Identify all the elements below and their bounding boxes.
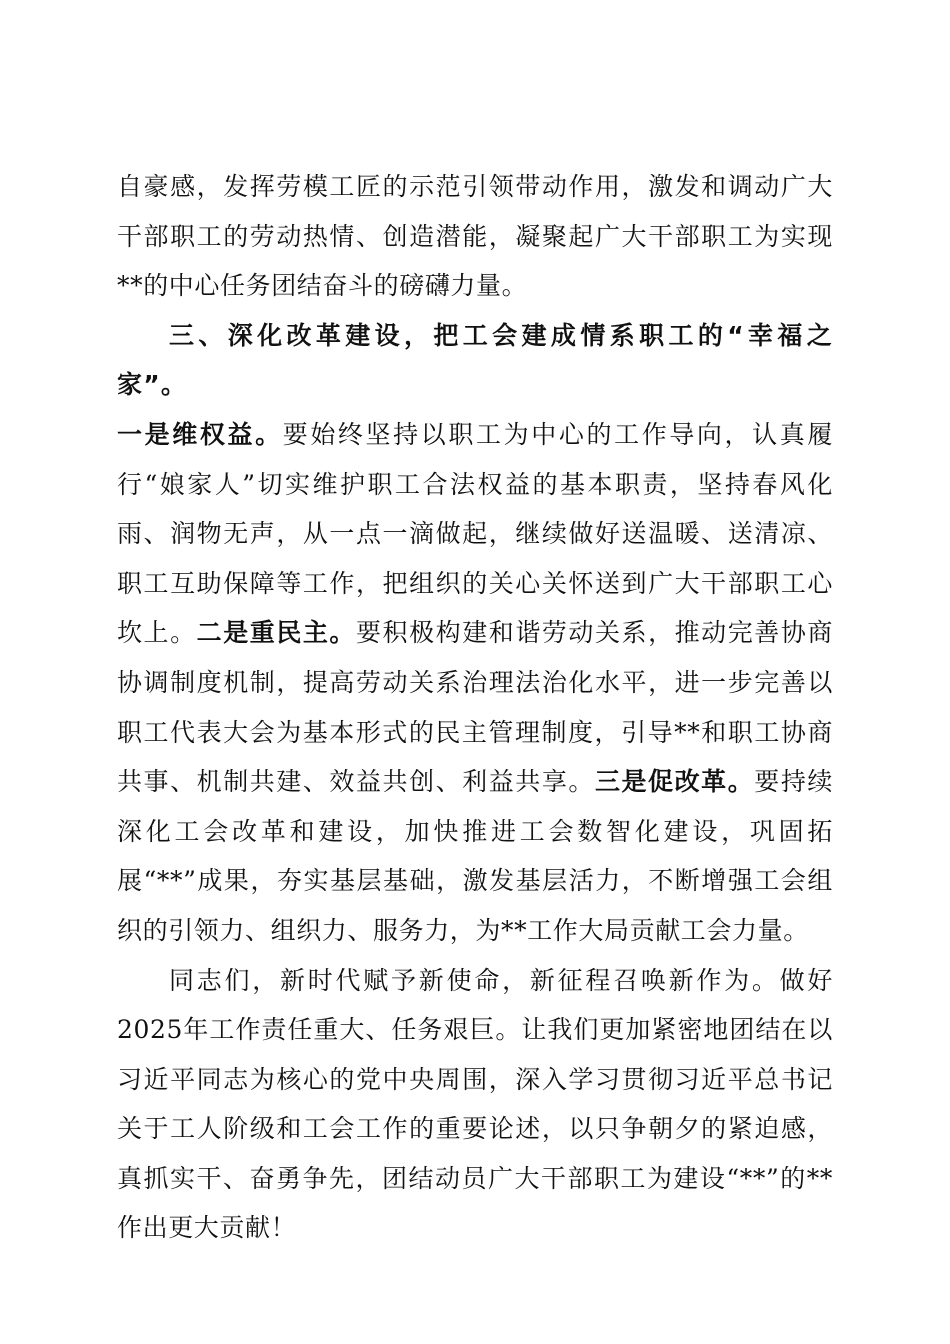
text-reform: 要持续深化工会改革和建设，加快推进工会数智化建设，巩固拓展“**”成果，夯实基层基础，激发基层活力，不断增强工会组织的引领力、组织力、服务力，为**工作大局贡献工会力量。 — [117, 767, 833, 945]
paragraph-closing: 同志们，新时代赋予新使命，新征程召唤新作为。做好2025年工作责任重大、任务艰巨。让我们更加紧密地团结在以习近平同志为核心的党中央周围，深入学习贯彻习近平总书记关于工人阶级和工会工作的重要论述，以只争朝夕的紧迫感，真抓实干、奋勇争先，团结动员广大干部职工为建设“**”的**作出更大贡献！ — [117, 965, 833, 1243]
text-rights: 要始终坚持以职工为中心的工作导向，认真履行“娘家人”切实维护职工合法权益的基本职责，坚持春风化雨、润物无声，从一点一滴做起，继续做好送温暖、送清凉、职工互助保障等工作，把组织的关心关怀送到广大干部职工心坎上。 — [117, 419, 833, 648]
lead-reform: 三是促改革。 — [594, 767, 755, 797]
text-democracy: 要积极构建和谐劳动关系，推动完善协商协调制度机制，提高劳动关系治理法治化水平，进一步完善以职工代表大会为基本形式的民主管理制度，引导**和职工协商共事、机制共建、效益共创、利益共享。 — [117, 618, 833, 797]
lead-democracy: 二是重民主。 — [196, 618, 356, 648]
paragraph-continuation: 自豪感，发挥劳模工匠的示范引领带动作用，激发和调动广大干部职工的劳动热情、创造潜能，凝聚起广大干部职工为实现**的中心任务团结奋斗的磅礴力量。 — [117, 172, 833, 301]
document-body — [117, 162, 833, 1253]
lead-rights: 一是维权益。 — [117, 419, 283, 449]
paragraph-measures — [117, 410, 833, 956]
section-heading: 三、深化改革建设，把工会建成情系职工的“幸福之家”。 — [117, 320, 833, 400]
